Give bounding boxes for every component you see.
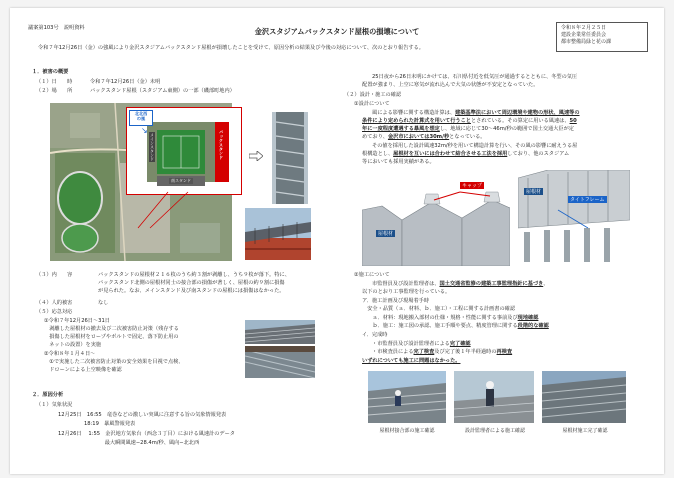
weather-line: 12月26日 1:55 金沢地方気象台（西念３丁目）における風速計のデータ — [58, 431, 235, 437]
design-section-label: （２）設計・施工の確認 — [344, 92, 402, 98]
roof-joint-diagram — [362, 170, 510, 266]
design-text: となっている。 — [449, 134, 486, 140]
emergency-line: ネットの設置）を実施 — [44, 342, 102, 348]
injury-label: （４）人的被害 — [36, 300, 73, 306]
construction-line — [362, 315, 538, 322]
content-line: が見られた。なお、メインスタンド及び南スタンドの屋根には損傷はなかった。 — [98, 288, 285, 294]
meeting-label: 議案第103号 説明資料 — [28, 25, 85, 31]
injury-value: なし — [98, 300, 109, 306]
wind-arrow-icon: ↘ — [141, 126, 148, 135]
construction-conclusion: いずれについても施工に問題はなかった。 — [362, 358, 461, 364]
page-title: 金沢スタジアムバックスタンド屋根の損壊について — [254, 27, 420, 36]
tight-frame-diagram — [518, 170, 630, 266]
emergency-line: ②令和８年１月４日～ — [44, 351, 96, 357]
stamp-line: 令和８年２月２５日 — [561, 25, 607, 31]
construction-line: 以下のとおり工事監理を行っている。 — [362, 289, 451, 295]
construction-line — [372, 281, 548, 288]
construction-text: ａ．材料：現地搬入部材の仕様・規格・性能に関する事前及び — [362, 315, 518, 321]
construction-emphasis: 現地確認 — [517, 315, 539, 321]
inset-pointer-lines — [130, 188, 190, 238]
construction-text: ｂ．施工：施工図の承認、施工手順や要点、精度管理に関する — [362, 323, 518, 329]
design-text: 根構造とし、 — [362, 151, 394, 157]
stamp-line: 都市整備局緑と花の課 — [561, 39, 612, 45]
design-line: 等においても採用実績がある。 — [362, 159, 435, 165]
photo-caption: 設計監理者による施工確認 — [464, 428, 525, 434]
design-line — [362, 151, 569, 158]
design-emphasis: 建築基準法において周辺環境や建物の形状、風速等の — [455, 110, 580, 116]
weather-line: 12月25日 16:55 竜巻などの激しい突風に注意する旨の気象情報発表 — [58, 412, 227, 418]
weather-cont-line: 25日夜から26日未明にかけては、石川県付近を低気圧が通過するとともに、冬型の気圧 — [372, 74, 578, 80]
tight-frame-label: タイトフレーム — [570, 197, 605, 203]
inspection-photo-3 — [542, 371, 626, 423]
damage-photo-2 — [245, 208, 311, 260]
design-emphasis: 条件により定められた計算式を用いて行うこと — [362, 118, 471, 124]
construction-text: 市監督員及び設計監理者は、 — [372, 281, 440, 287]
design-line — [362, 118, 577, 125]
content-line: バックスタンドの屋根材２１６枚のうち約３割が剥離し、うち９枚が落下。特に、 — [98, 272, 290, 278]
emergency-line: ①令和７年12月26日～31日 — [44, 318, 110, 324]
construction-text: ・市検査員による — [372, 349, 414, 355]
design-text: めており、 — [362, 134, 388, 140]
wind-label-line: の風 — [136, 116, 146, 121]
emergency-line: ドローンによる上空映像を確認 — [44, 367, 122, 373]
emergency-line: 剥離した屋根材の撤去及び二次被害防止対策（残存する — [44, 326, 179, 332]
weather-cont-line: 配置が強まり、上空に寒気が流れ込んで大気の状態が不安定となっていた。 — [362, 82, 539, 88]
arrow-right-icon — [249, 146, 263, 156]
construction-emphasis: 完了検査 — [413, 349, 435, 355]
place-label: （２）場 所 — [36, 88, 73, 94]
content-label: （３）内 容 — [36, 272, 73, 278]
wind-direction-label — [129, 110, 153, 126]
construction-text: 、 — [543, 281, 549, 287]
construction-line — [372, 341, 471, 348]
design-text: しており、他のスタジアム — [507, 151, 570, 157]
construction-line — [362, 323, 549, 330]
south-stand-label: 南スタンド — [171, 178, 191, 183]
construction-heading: ②施工について — [354, 272, 390, 278]
content-line: バックスタンド北側の屋根材同士の接合部の損傷が著しく、屋根の約９割に損傷 — [98, 280, 285, 286]
weather-line: 最大瞬間風速−28.4m/秒、風向−北北西 — [58, 440, 200, 446]
section-1-heading: １．被害の概要 — [32, 69, 69, 75]
construction-line: イ．完成時 — [362, 332, 388, 338]
cap-label: キャップ — [462, 183, 483, 189]
construction-text: ・市監督員及び設計監理者による — [372, 341, 450, 347]
emergency-photo-2 — [245, 346, 315, 378]
design-emphasis: 年に一度程度遭遇する暴風を想定 — [362, 126, 440, 132]
emergency-line: ①で実施した二次被害防止対策の安全効果を目視で点検、 — [44, 359, 184, 365]
design-emphasis: 屋根材を互いには合わせて結合させる工法を採用 — [393, 151, 508, 157]
emergency-label: （５）応急対応 — [36, 309, 73, 315]
design-emphasis: 50 — [569, 118, 577, 124]
construction-line: ア．施工計画及び現場着手時 — [362, 298, 430, 304]
construction-emphasis: 再検査 — [496, 349, 513, 355]
emergency-photo-1 — [245, 320, 315, 344]
construction-emphasis: 国土交通省監修の建築工事監理指針に基づき — [439, 281, 544, 287]
date-label: （１）日 時 — [36, 79, 73, 85]
intro-text: 令和７年12月26日（金）の強風により金沢スタジアムバックスタンド屋根が損壊したことを受けて、原因分析の結果及び今後の対応について、次のとおり報告する。 — [38, 45, 424, 51]
construction-line: 安全・品質（ａ．材料、ｂ．施工）・工程に関する計画書の確認 — [362, 306, 516, 312]
design-heading: ①設計について — [354, 101, 390, 107]
design-emphasis: 金沢市においては30m/秒 — [387, 134, 450, 140]
photo-caption: 屋根材接合部の施工確認 — [379, 428, 435, 434]
section-2-heading: ２．原因分析 — [32, 392, 64, 398]
stamp-line: 建設企業常任委員会 — [561, 32, 607, 38]
design-text: 風による影響に関する構造計算は、 — [372, 110, 456, 116]
main-stand-label: メインスタンド — [150, 133, 155, 161]
design-line — [362, 126, 574, 133]
photo-caption: 屋根材施工完了確認 — [562, 428, 608, 434]
back-stand-label: バックスタンド — [219, 130, 224, 160]
construction-line — [372, 349, 512, 356]
weather-line: 18:19 暴風警報発表 — [58, 421, 136, 427]
design-line — [362, 134, 486, 141]
weather-label: （１）気象状況 — [36, 402, 73, 408]
emergency-line: 損傷した屋根材をロープやボルトで固定、落下防止用の — [44, 334, 179, 340]
place-value: バックスタンド屋根（スタジアム東側）の一部（磯部町地内） — [90, 88, 235, 94]
design-line — [372, 110, 580, 117]
design-line: その値を採用した設計風速32m/秒を用いて構造計算を行い、その風の影響に耐えうる屋 — [372, 143, 578, 149]
inspection-photo-1 — [368, 371, 446, 423]
construction-emphasis: 完了確認 — [449, 341, 471, 347]
design-text: とされている。その算定に用いる風速は、 — [470, 118, 570, 124]
damage-photo-1 — [272, 112, 308, 204]
inspection-photo-2 — [454, 371, 534, 423]
construction-emphasis: 段階的な確認 — [517, 323, 549, 329]
wind-label-line: 北北西 — [134, 111, 148, 116]
design-text: し、地域に応じて30～46m/秒の範囲で国土交通大臣が定 — [439, 126, 574, 132]
date-value: 令和７年12月26日（金）未明 — [90, 79, 161, 85]
construction-text: 及び完了後１年半経過時の — [434, 349, 497, 355]
stadium-inset — [126, 107, 242, 195]
roof-material-label: 屋根材 — [378, 231, 394, 237]
roof-material-label-2: 屋根材 — [526, 189, 542, 195]
document-page — [10, 8, 664, 474]
